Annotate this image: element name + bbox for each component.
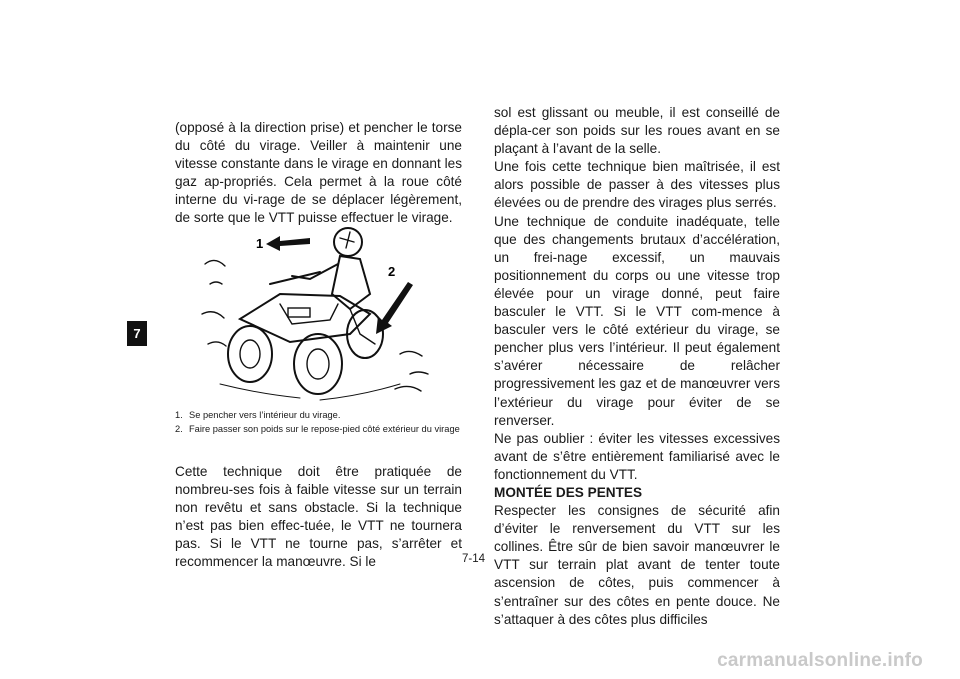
- left-paragraph-1: (opposé à la direction prise) et pencher le torse du côté du virage. Veiller à maintenir une vitesse constante dans le virage en donnant les gaz ap-propriés. Cela permet à la roue côté interne du vi-rage de se déplacer légèrement, de sorte que le VTT puisse effectuer le virage.: [175, 120, 462, 226]
- callout-2-label: 2: [388, 264, 396, 279]
- section-heading: MONTÉE DES PENTES: [494, 484, 643, 500]
- atv-turning-illustration: [200, 224, 445, 402]
- chapter-tab: 7: [127, 321, 147, 346]
- left-column: [175, 119, 462, 228]
- page-number: 7-14: [462, 553, 486, 565]
- figure-captions: [175, 409, 462, 437]
- right-column: [494, 104, 780, 629]
- right-paragraph-2: Une fois cette technique bien maîtrisée, il est alors possible de passer à des vitesses plus élevées ou de prendre des virages plus serrés.: [494, 159, 780, 211]
- left-paragraph-2: Cette technique doit être pratiquée de nombreu-ses fois à faible vitesse sur un terrain non revêtu et sans obstacle. Si la technique n’est pas bien effec-tuée, le VTT ne tournera pas. Si le VTT ne tourne pas, s’arrêter et recommencer la manœuvre. Si le: [175, 464, 462, 570]
- callout-1-label: 1: [256, 236, 264, 251]
- right-paragraph-5: Respecter les consignes de sécurité afin d’éviter le renversement du VTT sur les collines. Être sûr de bien savoir manœuvrer le VTT sur terrain plat avant de tenter toute ascension de côtes, puis commencer à s’entraîner sur des côtes en pente douce. Ne s’attaquer à des côtes plus difficiles: [494, 503, 780, 627]
- watermark: carmanualsonline.info: [717, 650, 923, 671]
- caption-item: 1. Se pencher vers l’intérieur du virage.: [175, 410, 341, 420]
- caption-item: 2. Faire passer son poids sur le repose-pied côté extérieur du virage: [175, 424, 460, 434]
- right-paragraph-1: sol est glissant ou meuble, il est conseillé de dépla-cer son poids sur les roues avant en se plaçant à l’avant de la selle.: [494, 105, 780, 157]
- right-paragraph-4: Ne pas oublier : éviter les vitesses excessives avant de s’être entièrement familiarisé avec le fonctionnement du VTT.: [494, 430, 780, 482]
- right-paragraph-3: Une technique de conduite inadéquate, telle que des changements brutaux d’accélération, un frei-nage excessif, un mauvais positionnement du corps ou une vitesse trop élevée pour un virage donné, peut faire basculer le VTT. Si le VTT com-mence à basculer vers le côté extérieur du virage, se pencher plus vers l’intérieur. Il peut également s’avérer nécessaire de relâcher progressivement les gaz et de manœuvrer vers l’extérieur du virage pour éviter de se renverser.: [494, 213, 780, 428]
